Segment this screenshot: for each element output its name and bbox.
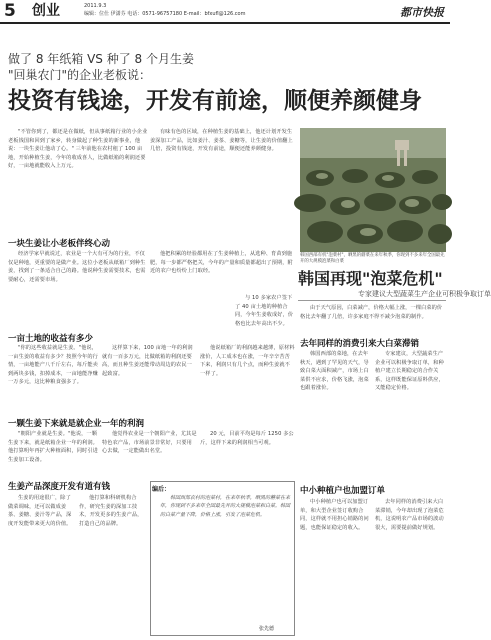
article-column-s4-a [8,494,76,636]
contact-line [84,11,245,18]
section-name: 创业 [32,3,60,19]
article-column-s4-b [79,494,147,636]
korea-headline: 韩国再现"泡菜危机" [298,269,443,288]
paragraph: "不管你到了，都还是在做纸，但从事纸箱行业的小企业老板钱国和回到了家乡，转身做起了种生姜的新事业，他说：一块生姜让他动了心。" 三年前他在农村租了 100 亩地，开始种植生姜，今年的收成喜人，比做纸箱的利润还要好，一亩地就能收入上万元。 [8,129,148,170]
article-column-intro-2 [150,128,295,222]
phone-info: 电话：0571-96757180 [127,11,183,17]
article-column-korea-intro [300,304,446,334]
subhead-1: 一块生姜让小老板伴终心动 [8,239,111,249]
article-column-intro-1 [8,128,148,222]
paragraph: 20 元，目前平均是每斤 1250 多公斤，这样下来的利润相当可观。 [200,431,294,446]
paragraph: "朝阳产业就是生姜。"他说，一颗生姜下来，就是纸箱企业一年的利润。他打算明年再扩大种植面积，同时引进生姜加工设备。 [8,431,98,463]
main-headline: 投资有钱途，开发有前途，顺便养颜健身 [8,88,422,114]
paragraph: 韩国西部的菜地，在去年秋天，遇到了罕见的天气，导致白菜大面积减产，市场上白菜供不应求，价格飞涨，泡菜也跟着涨价。 [300,351,369,392]
article-column-s3-b [102,430,197,480]
article-column-s1-c [235,294,297,328]
editorial-author: 张先德 [259,626,275,632]
kicker-line-2: "回巢农门"的企业老板说： [8,68,152,82]
subhead-4: 生姜产品深度开发有道有钱 [8,482,111,492]
paragraph: 专家建议，大型蔬菜生产企业可以积极争取订单，和种植户建立长期稳定的合作关系，这样既能保证原料供应，又能稳定价格。 [375,351,444,392]
divider [298,300,446,301]
subhead-5: 去年同样的消费引来大白菜滞销 [300,339,420,349]
korea-subheadline: 专家建议大型蔬菜生产企业可积极争取订单 [358,290,491,298]
paragraph: 中小种植户也可以加盟订单，和大型企业签订收购合同，这样就不用担心销路的问题，也能保证稳定的收入。 [300,499,369,531]
paper-name: 都市快报 [400,6,444,19]
article-column-s2-b [102,344,197,414]
kicker-line-1: 做了 8 年纸箱 VS 种了 8 个月生姜 [8,52,194,66]
article-column-s5-a [300,350,372,478]
subhead-6: 中小种植户也加盟订单 [300,486,386,496]
article-column-s3-c [200,430,295,480]
editor-info: 编辑：位仕 伊潇芬 [84,11,126,17]
paragraph: 他说纸箱厂的利润越来越薄，原材料涨价，人工成本也在涨，一年辛辛苦苦下来，利润只有几个点，而种生姜就不一样了。 [200,345,295,377]
paragraph: 去年同样的消费引来大白菜滞销，今年却出现了泡菜危机，这说明农产品市场的波动很大，需要提前做好规划。 [375,499,444,531]
paragraph: 他打算和科研机构合作，研究生姜的深加工技术，开发更多的生姜产品，打造自己的品牌。 [79,495,143,527]
paragraph: 他把积累的经验都用在了生姜种植上，从选种、育苗到施肥，每一步都严格把关，今年的产量和质量都超出了预期，附近的农户也纷纷上门取经。 [150,251,293,275]
paragraph: 由于天气原因，白菜减产，价格大幅上涨，一棵白菜的价格比去年翻了几倍，许多家庭不得不减少泡菜的制作。 [300,305,443,320]
paragraph: 有味有色的区域，在种植生姜的基础上，他还计划开发生姜深加工产品，比如姜汁、姜茶、姜糖等，让生姜的价值翻上几倍，投资有钱途，开发有前途，顺便还能养颜健身。 [150,129,293,153]
paragraph: 经济学家早就说过，农业是一个大有可为的行业，不仅仅是种地，更重要的是做产业。这位小老板从纸箱厂到种生姜，找到了一条适合自己的路。他说种生姜需要技术，也需要耐心，还需要市场。 [8,251,146,283]
article-column-s6-b [375,498,446,636]
editorial-label: 编后： [152,486,171,493]
editorial-text [160,494,290,632]
page-header [0,0,450,24]
paragraph: 韩国西部农村的泡菜村，在来年秋季，晒黑的蘑菜在来年，你现到不多来年全国最先开的大规模泡菜和白菜。韩国的白菜产量下降，价格上涨，引发了泡菜危机。 [160,495,291,518]
paragraph: 他觉得农业是一个朝阳产业，尤其是特色农产品，市场前景非常好，只要用心去做，一定能做出名堂。 [102,431,197,455]
article-column-s5-b [375,350,446,478]
subhead-3: 一颗生姜下来就是就企业一年的利润 [8,419,145,429]
page-number: 5 [4,1,16,21]
paragraph: 生姜的用途很广，除了做菜调味，还可以做成姜茶、姜糖、姜汁等产品，深度开发能带来更大的价值。 [8,495,72,527]
photo-caption: 韩国西部有机"泡菜村"，晒黑的蘑菜在来年秋季，你现到不多来年全国最先开的大规模泡菜和白菜 [300,253,445,264]
email-info: E-mail：bfxufl@126.com [183,11,246,17]
cabbage-field-photo [300,128,446,252]
paragraph: 这样算下来，100 亩地一年的利润就有一百多万元，比做纸箱的利润还要高，而且种生姜还能带动周边的农民一起致富。 [102,345,193,377]
paragraph: 与 10 多家农户签下了 40 亩土地的种植合同，今年生姜收成好，价格也比去年高出不少。 [235,295,294,327]
paragraph: "你的这些收益就是生姜。"他说，一亩生姜的收益有多少？按照今年的行情，一亩地能产八千斤左右，每斤能卖到两块多钱，扣掉成本，一亩地能净赚一万多元，这比种粮食强多了。 [8,345,98,386]
article-column-s2-a [8,344,98,414]
article-column-s3-a [8,430,98,480]
article-column-s2-c [200,344,295,414]
article-column-s1-a [8,250,148,326]
issue-date: 2011.9.3 [84,3,107,9]
subhead-2: 一亩土地的收益有多少 [8,334,94,344]
article-column-s6-a [300,498,372,636]
